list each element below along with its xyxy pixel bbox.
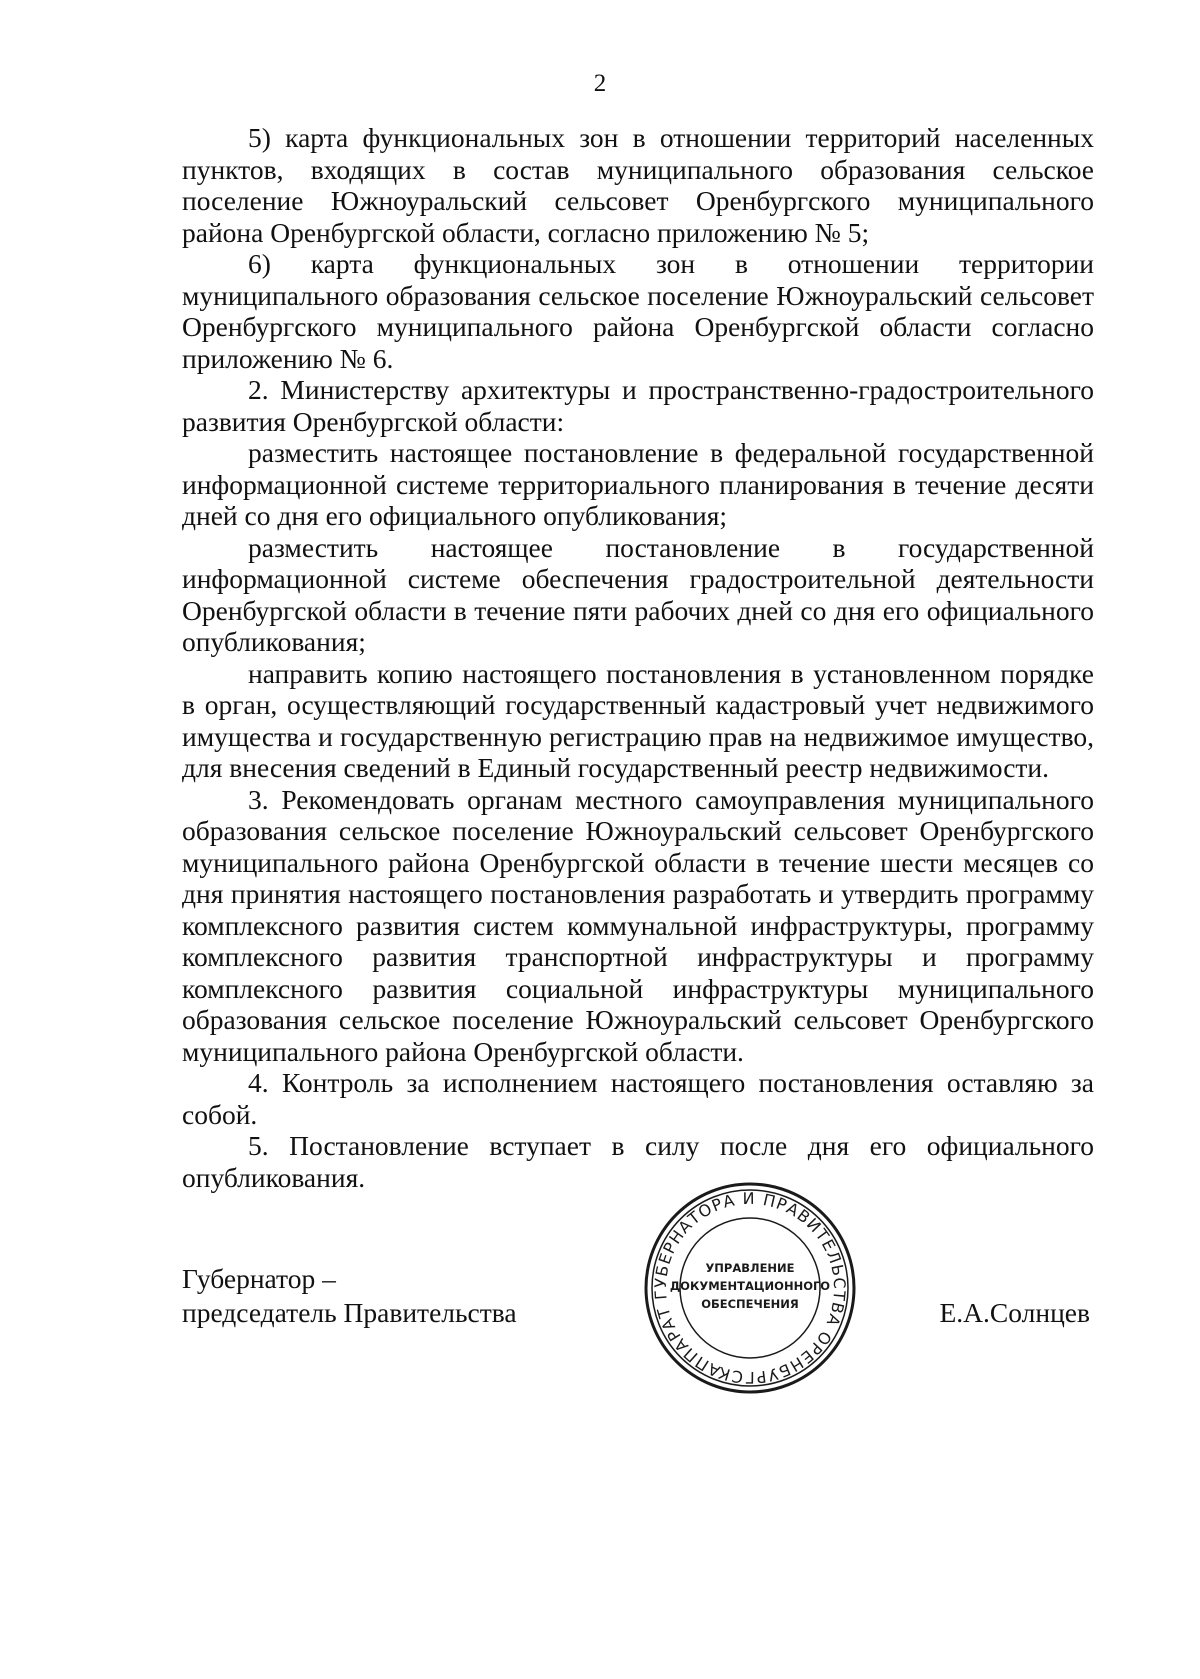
signatory-title-line-2: председатель Правительства <box>182 1297 517 1328</box>
official-seal-stamp <box>640 1178 860 1398</box>
signatory-name: Е.А.Солнцев <box>939 1297 1090 1328</box>
stamp-ring-text-path: АППАРАТ ГУБЕРНАТОРА И ПРАВИТЕЛЬСТВА ОРЕНБУРГСКОЙ <box>650 1188 850 1388</box>
paragraph-item-6: 6) карта функциональных зон в отношении территории муниципального образования сельское поселение Южноуральский сельсовет Оренбургского муниципального района Оренбургской области согласно приложению № 6. <box>182 248 1094 374</box>
paragraph-clause-3: 3. Рекомендовать органам местного самоуправления муниципального образования сельское поселение Южноуральский сельсовет Оренбургского муниципального района Оренбургской области в течение шести месяцев со дня принятия настоящего постановления разработать и утвердить программу комплексного развития систем коммунальной инфраструктуры, программу комплексного развития транспортной инфраструктуры и программу комплексного развития социальной инфраструктуры муниципального образования сельское поселение Южноуральский сельсовет Оренбургского муниципального района Оренбургской области. <box>182 783 1094 1067</box>
paragraph-clause-2-publish-regional: разместить настоящее постановление в государственной информационной системе обеспечения градостроительной деятельности Оренбургской области в течение пяти рабочих дней со дня его официального опубликования; <box>182 531 1094 657</box>
paragraph-clause-5: 5. Постановление вступает в силу после дня его официального опубликования. <box>182 1130 1094 1193</box>
paragraph-clause-2-publish-federal: разместить настоящее постановление в федеральной государственной информационной системе территориального планирования в течение десяти дней со дня его официального опубликования; <box>182 437 1094 531</box>
paragraph-clause-2: 2. Министерству архитектуры и пространственно-градостроительного развития Оренбургской области: <box>182 374 1094 437</box>
paragraph-item-5: 5) карта функциональных зон в отношении территорий населенных пунктов, входящих в состав муниципального образования сельское поселение Южноуральский сельсовет Оренбургского муниципального района Оренбургской области, согласно приложению № 5; <box>182 122 1094 248</box>
document-body <box>182 122 1094 1193</box>
stamp-center-line-1: УПРАВЛЕНИЕ <box>705 1261 795 1275</box>
paragraph-clause-2-send-copy: направить копию настоящего постановления в установленном порядке в орган, осуществляющий государственный кадастровый учет недвижимого имущества и государственную регистрацию прав на недвижимое имущество, для внесения сведений в Единый государственный реестр недвижимости. <box>182 657 1094 783</box>
signatory-title-line-1: Губернатор – <box>182 1263 336 1294</box>
stamp-center-line-2: ДОКУМЕНТАЦИОННОГО <box>669 1279 831 1293</box>
paragraph-clause-4: 4. Контроль за исполнением настоящего постановления оставляю за собой. <box>182 1067 1094 1130</box>
page-number: 2 <box>593 70 607 97</box>
signatory-title <box>182 1262 517 1330</box>
stamp-center-line-3: ОБЕСПЕЧЕНИЯ <box>701 1297 799 1311</box>
